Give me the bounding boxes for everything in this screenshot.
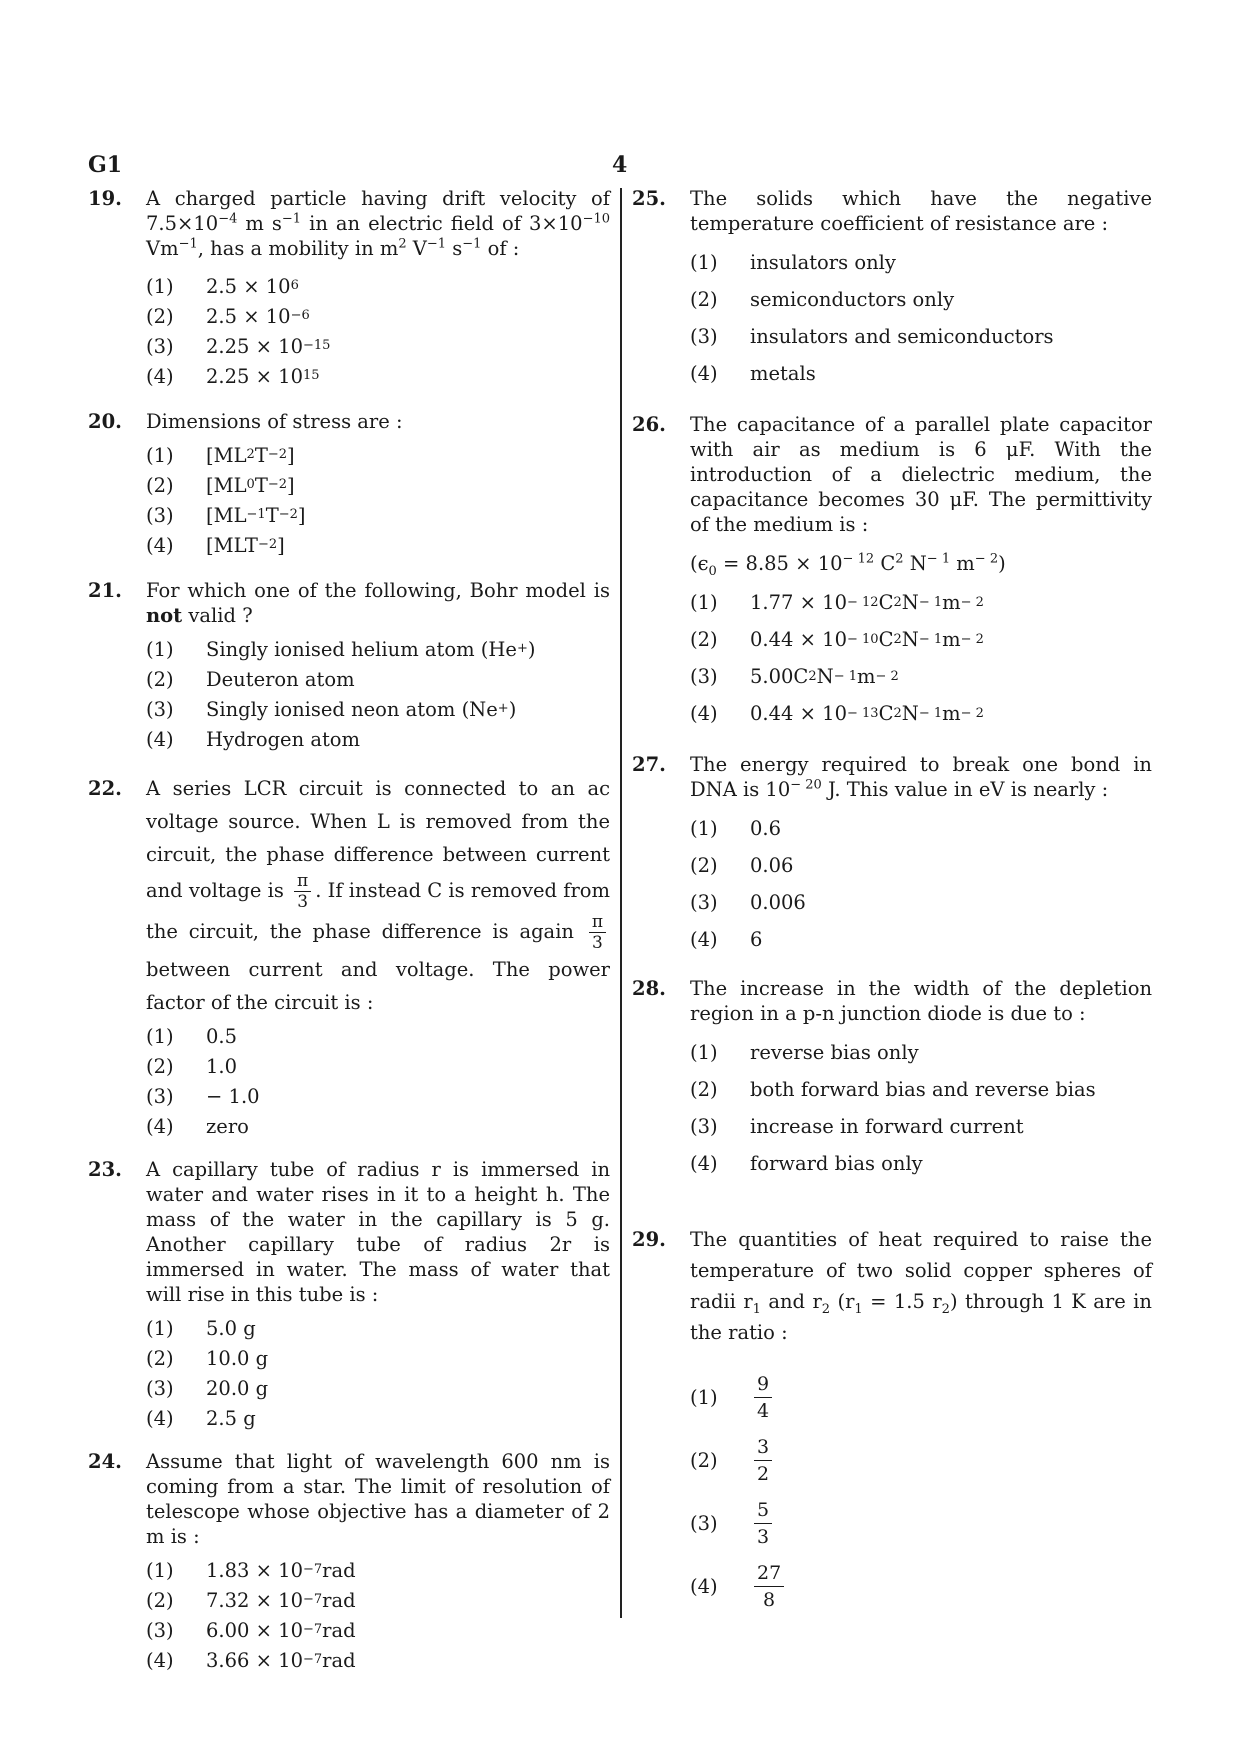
option-2: (2) both forward bias and reverse bias	[690, 1078, 1096, 1101]
option-3: (3) [ML −1 T −2 ]	[146, 503, 306, 527]
option-1: (1) $\frac{9}{4}$	[690, 1366, 1152, 1429]
option-1: (1) 5.0 g	[146, 1316, 256, 1340]
option-2: (2) 7.32 × 10 −7 rad	[146, 1588, 356, 1612]
question-22	[88, 772, 610, 1141]
option-3: (3) 5.00 C 2 N − 1 m − 2	[690, 665, 899, 688]
option-4: (4) 2.5 g	[146, 1406, 256, 1430]
given-constant: ($\epsilon_0 = 8.85 \times 10^{- 12}$ $C^2$ $N^{- 1}$ $m^{- 2}$)	[690, 551, 1006, 579]
option-2: (2) 10.0 g	[146, 1346, 269, 1370]
option-4: (4) forward bias only	[690, 1152, 923, 1175]
question-24	[88, 1449, 610, 1675]
question-text: The capacitance of a parallel plate capacitor with air as medium is 6 μF. With the introduction of a dielectric medium, the capacitance becomes 30 μF. The permittivity of the medium is :	[690, 413, 1152, 536]
option-4: (4) zero	[146, 1114, 249, 1138]
option-2: (2) Deuteron atom	[146, 667, 355, 691]
option-1: (1) 2.5 × 10 6	[146, 274, 299, 298]
question-26	[632, 412, 1152, 732]
question-text: The quantities of heat required to raise the temperature of two solid copper spheres of radii $r_1$ and $r_2$ ($r_1 = 1.5$ $r_2$) through 1 K are in the ratio :	[690, 1228, 1152, 1344]
question-number: 26.	[632, 413, 666, 436]
left-column	[88, 186, 610, 1675]
question-number: 19.	[88, 187, 122, 210]
right-column	[632, 186, 1152, 1618]
question-23	[88, 1157, 610, 1433]
question-20	[88, 409, 610, 560]
page-number: 4	[612, 152, 628, 178]
option-1: (1) 1.83 × 10 −7 rad	[146, 1558, 356, 1582]
question-text: A capillary tube of radius r is immersed in water and water rises in it to a height h. The mass of the water in the capillary is 5 g. Another capillary tube of radius 2r is immersed in water. The mass of water that will rise in this tube is :	[146, 1158, 610, 1306]
question-number: 29.	[632, 1228, 666, 1251]
option-3: (3) 0.006	[690, 891, 806, 914]
question-19	[88, 186, 610, 391]
option-3: (3) Singly ionised neon atom (Ne + )	[146, 697, 517, 721]
question-text: A series LCR circuit is connected to an ac voltage source. When L is removed from the circuit, the phase difference between current and voltage is $\frac{\pi}{3}$ . If instead C is removed from the circuit, the phase difference is again $\frac{\pi}{3}$ between current and voltage. The power factor of the circuit is :	[146, 777, 610, 1014]
question-text: The solids which have the negative temperature coefficient of resistance are :	[690, 187, 1152, 235]
question-text: For which one of the following, Bohr model is not valid ?	[146, 579, 610, 627]
option-2: (2) 0.44 × 10 − 10 C 2 N − 1 m − 2	[690, 628, 984, 651]
option-2: (2) 0.06	[690, 854, 794, 877]
option-4: (4) Hydrogen atom	[146, 727, 361, 751]
option-3: (3) insulators and semiconductors	[690, 325, 1054, 348]
question-21	[88, 578, 610, 754]
option-2: (2) [ML 0 T −2 ]	[146, 473, 295, 497]
ratio-fraction: $\frac{3}{2}$	[754, 1434, 772, 1487]
question-number: 27.	[632, 753, 666, 776]
option-3: (3) 20.0 g	[146, 1376, 269, 1400]
option-3: (3) increase in forward current	[690, 1115, 1024, 1138]
option-1: (1) insulators only	[690, 251, 896, 274]
question-number: 24.	[88, 1450, 122, 1473]
pi-over-3-fraction: $\frac{\pi}{3}$	[589, 912, 606, 953]
option-4: (4) 6	[690, 928, 763, 951]
question-text: Assume that light of wavelength 600 nm is coming from a star. The limit of resolution of telescope whose objective has a diameter of 2 m is :	[146, 1450, 610, 1548]
question-text: The increase in the width of the depletion region in a p-n junction diode is due to :	[690, 977, 1152, 1025]
question-25	[632, 186, 1152, 392]
booklet-code: G1	[88, 152, 123, 178]
ratio-fraction: $\frac{5}{3}$	[754, 1497, 772, 1550]
option-1: (1) Singly ionised helium atom (He + )	[146, 637, 536, 661]
option-2: (2) 2.5 × 10 −6	[146, 304, 310, 328]
option-1: (1) reverse bias only	[690, 1041, 919, 1064]
option-4: (4) 2.25 × 10 15	[146, 364, 320, 388]
option-4: (4) [MLT −2 ]	[146, 533, 285, 557]
option-1: (1) 0.5	[146, 1024, 238, 1048]
option-3: (3) 2.25 × 10 −15	[146, 334, 331, 358]
question-number: 28.	[632, 977, 666, 1000]
question-text: Dimensions of stress are :	[146, 410, 403, 433]
option-1: (1) 1.77 × 10 − 12 C 2 N − 1 m − 2	[690, 591, 984, 614]
option-2: (2) 1.0	[146, 1054, 238, 1078]
question-text: A charged particle having drift velocity of $7.5\times 10^{-4}$ m $s^{-1}$ in an electric field of $3\times 10^{-10}$ $Vm^{-1}$, has a mobility in $m^2$ $V^{-1}$ $s^{-1}$ of :	[146, 187, 610, 260]
question-28	[632, 976, 1152, 1182]
question-number: 20.	[88, 410, 122, 433]
question-number: 21.	[88, 579, 122, 602]
ratio-fraction: $\frac{9}{4}$	[754, 1371, 772, 1424]
option-3: (3) − 1.0	[146, 1084, 260, 1108]
option-4: (4) 3.66 × 10 −7 rad	[146, 1648, 356, 1672]
question-29	[632, 1224, 1152, 1618]
pi-over-3-fraction: $\frac{\pi}{3}$	[294, 871, 311, 912]
option-4: (4) 0.44 × 10 − 13 C 2 N − 1 m − 2	[690, 702, 984, 725]
option-3: (3) $\frac{5}{3}$	[690, 1492, 1152, 1555]
option-4: (4) metals	[690, 362, 816, 385]
question-number: 22.	[88, 777, 122, 800]
column-divider	[620, 188, 622, 1618]
ratio-fraction: $\frac{27}{8}$	[754, 1560, 784, 1613]
option-1: (1) 0.6	[690, 817, 782, 840]
question-number: 25.	[632, 187, 666, 210]
option-2: (2) $\frac{3}{2}$	[690, 1429, 1152, 1492]
option-1: (1) [ML 2 T −2 ]	[146, 443, 295, 467]
option-2: (2) semiconductors only	[690, 288, 955, 311]
question-number: 23.	[88, 1158, 122, 1181]
option-3: (3) 6.00 × 10 −7 rad	[146, 1618, 356, 1642]
question-text: The energy required to break one bond in DNA is $10^{- 20}$ J. This value in eV is nearly :	[690, 753, 1152, 801]
option-4: (4) $\frac{27}{8}$	[690, 1555, 1152, 1618]
question-27	[632, 752, 1152, 958]
